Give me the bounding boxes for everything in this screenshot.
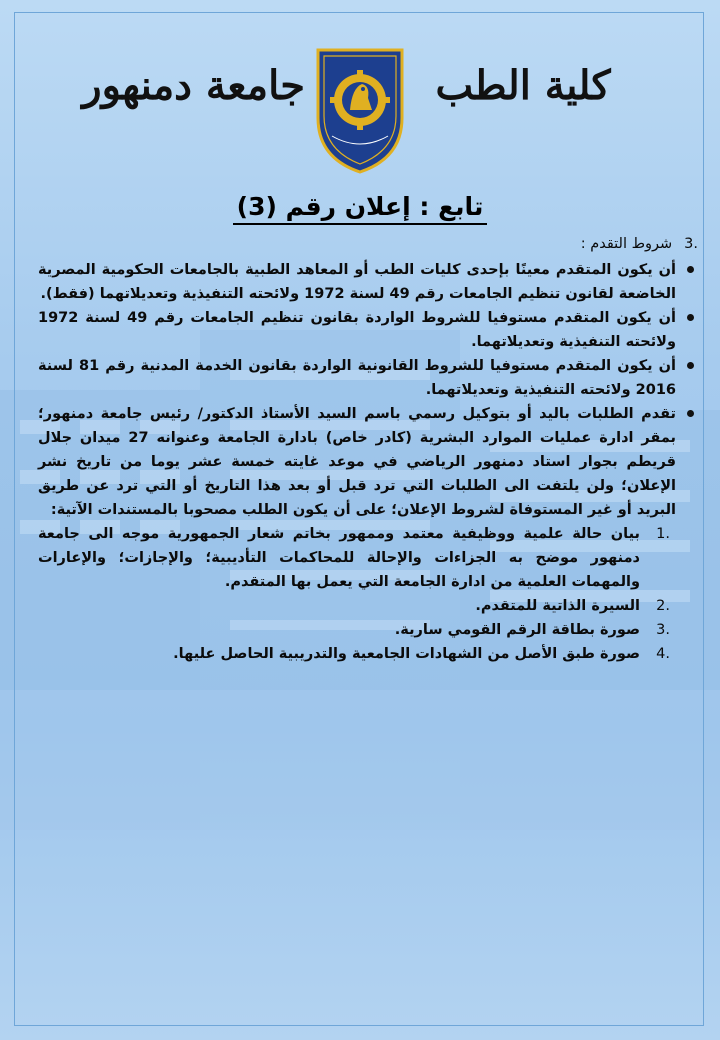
document-text: صورة طبق الأصل من الشهادات الجامعية والتدريبية الحاصل عليها. (173, 646, 640, 662)
condition-item (38, 258, 698, 306)
document-number: 2. (656, 598, 670, 614)
section-label: شروط التقدم : (580, 236, 673, 252)
condition-text: أن يكون المتقدم معينًا بإحدى كليات الطب أو المعاهد الطبية بالجامعات الحكومية المصرية الخاضعة لقانون تنظيم الجامعات رقم 49 لسنة 1972 ولائحته التنفيذية وتعديلاتهما (فقط). (38, 262, 676, 302)
university-logo (310, 40, 410, 175)
document-text: صورة بطاقة الرقم القومي سارية. (394, 622, 640, 638)
bullet-icon (687, 266, 694, 273)
condition-item (38, 306, 698, 354)
bullet-icon (687, 314, 694, 321)
announcement-title-text: تابع : إعلان رقم (3) (233, 192, 488, 225)
condition-text: أن يكون المتقدم مستوفيا للشروط القانونية الواردة بقانون الخدمة المدنية رقم 81 لسنة 2016 ولائحته التنفيذية وتعديلاتهما. (38, 358, 676, 398)
document-text: السيرة الذاتية للمتقدم. (475, 598, 640, 614)
section-heading (38, 232, 698, 256)
condition-text: تقدم الطلبات باليد أو بتوكيل رسمي باسم السيد الأستاذ الدكتور/ رئيس جامعة دمنهور؛ بمقر ادارة عمليات الموارد البشرية (كادر خاص) بادارة الجامعة وعنوانه 27 ميدان جلال قريطم بجوار استاد دمنهور الرياضي في موعد غايته خمسة عشر يوما من تاريخ نشر الإعلان؛ ولن يلتفت الى الطلبات التي ترد قبل أو بعد هذا التاريخ أو التي ترد عن طريق البريد أو غير المستوفاة لشروط الإعلان؛ على أن يكون الطلب مصحوبا بالمستندات الآتية: (38, 406, 676, 518)
bullet-icon (687, 362, 694, 369)
document-number: 4. (656, 646, 670, 662)
document-item (38, 642, 670, 666)
bullet-icon (687, 410, 694, 417)
condition-item (38, 402, 698, 522)
document-number: 1. (656, 526, 670, 542)
announcement-title (0, 192, 720, 221)
condition-item (38, 354, 698, 402)
document-number: 3. (656, 622, 670, 638)
document-item (38, 594, 670, 618)
document-text: بيان حالة علمية ووظيفية معتمد وممهور بخاتم شعار الجمهورية موجه الى جامعة دمنهور موضح به الجزاءات والإحالة للمحاكمات التأديبية؛ والإجازات؛ والإعارات والمهمات العلمية من ادارة الجامعة التي يعمل بها المتقدم. (38, 526, 640, 590)
document-item (38, 522, 670, 594)
faculty-name: كلية الطب (435, 62, 611, 109)
condition-text: أن يكون المتقدم مستوفيا للشروط الواردة بقانون تنظيم الجامعات رقم 49 لسنة 1972 ولائحته التنفيذية وتعديلاتهما. (38, 310, 676, 350)
announcement-body (38, 232, 698, 666)
university-name: جامعة دمنهور (82, 62, 305, 109)
required-documents-list (38, 522, 698, 666)
section-number: 3. (684, 236, 698, 252)
document-item (38, 618, 670, 642)
conditions-list (38, 258, 698, 522)
